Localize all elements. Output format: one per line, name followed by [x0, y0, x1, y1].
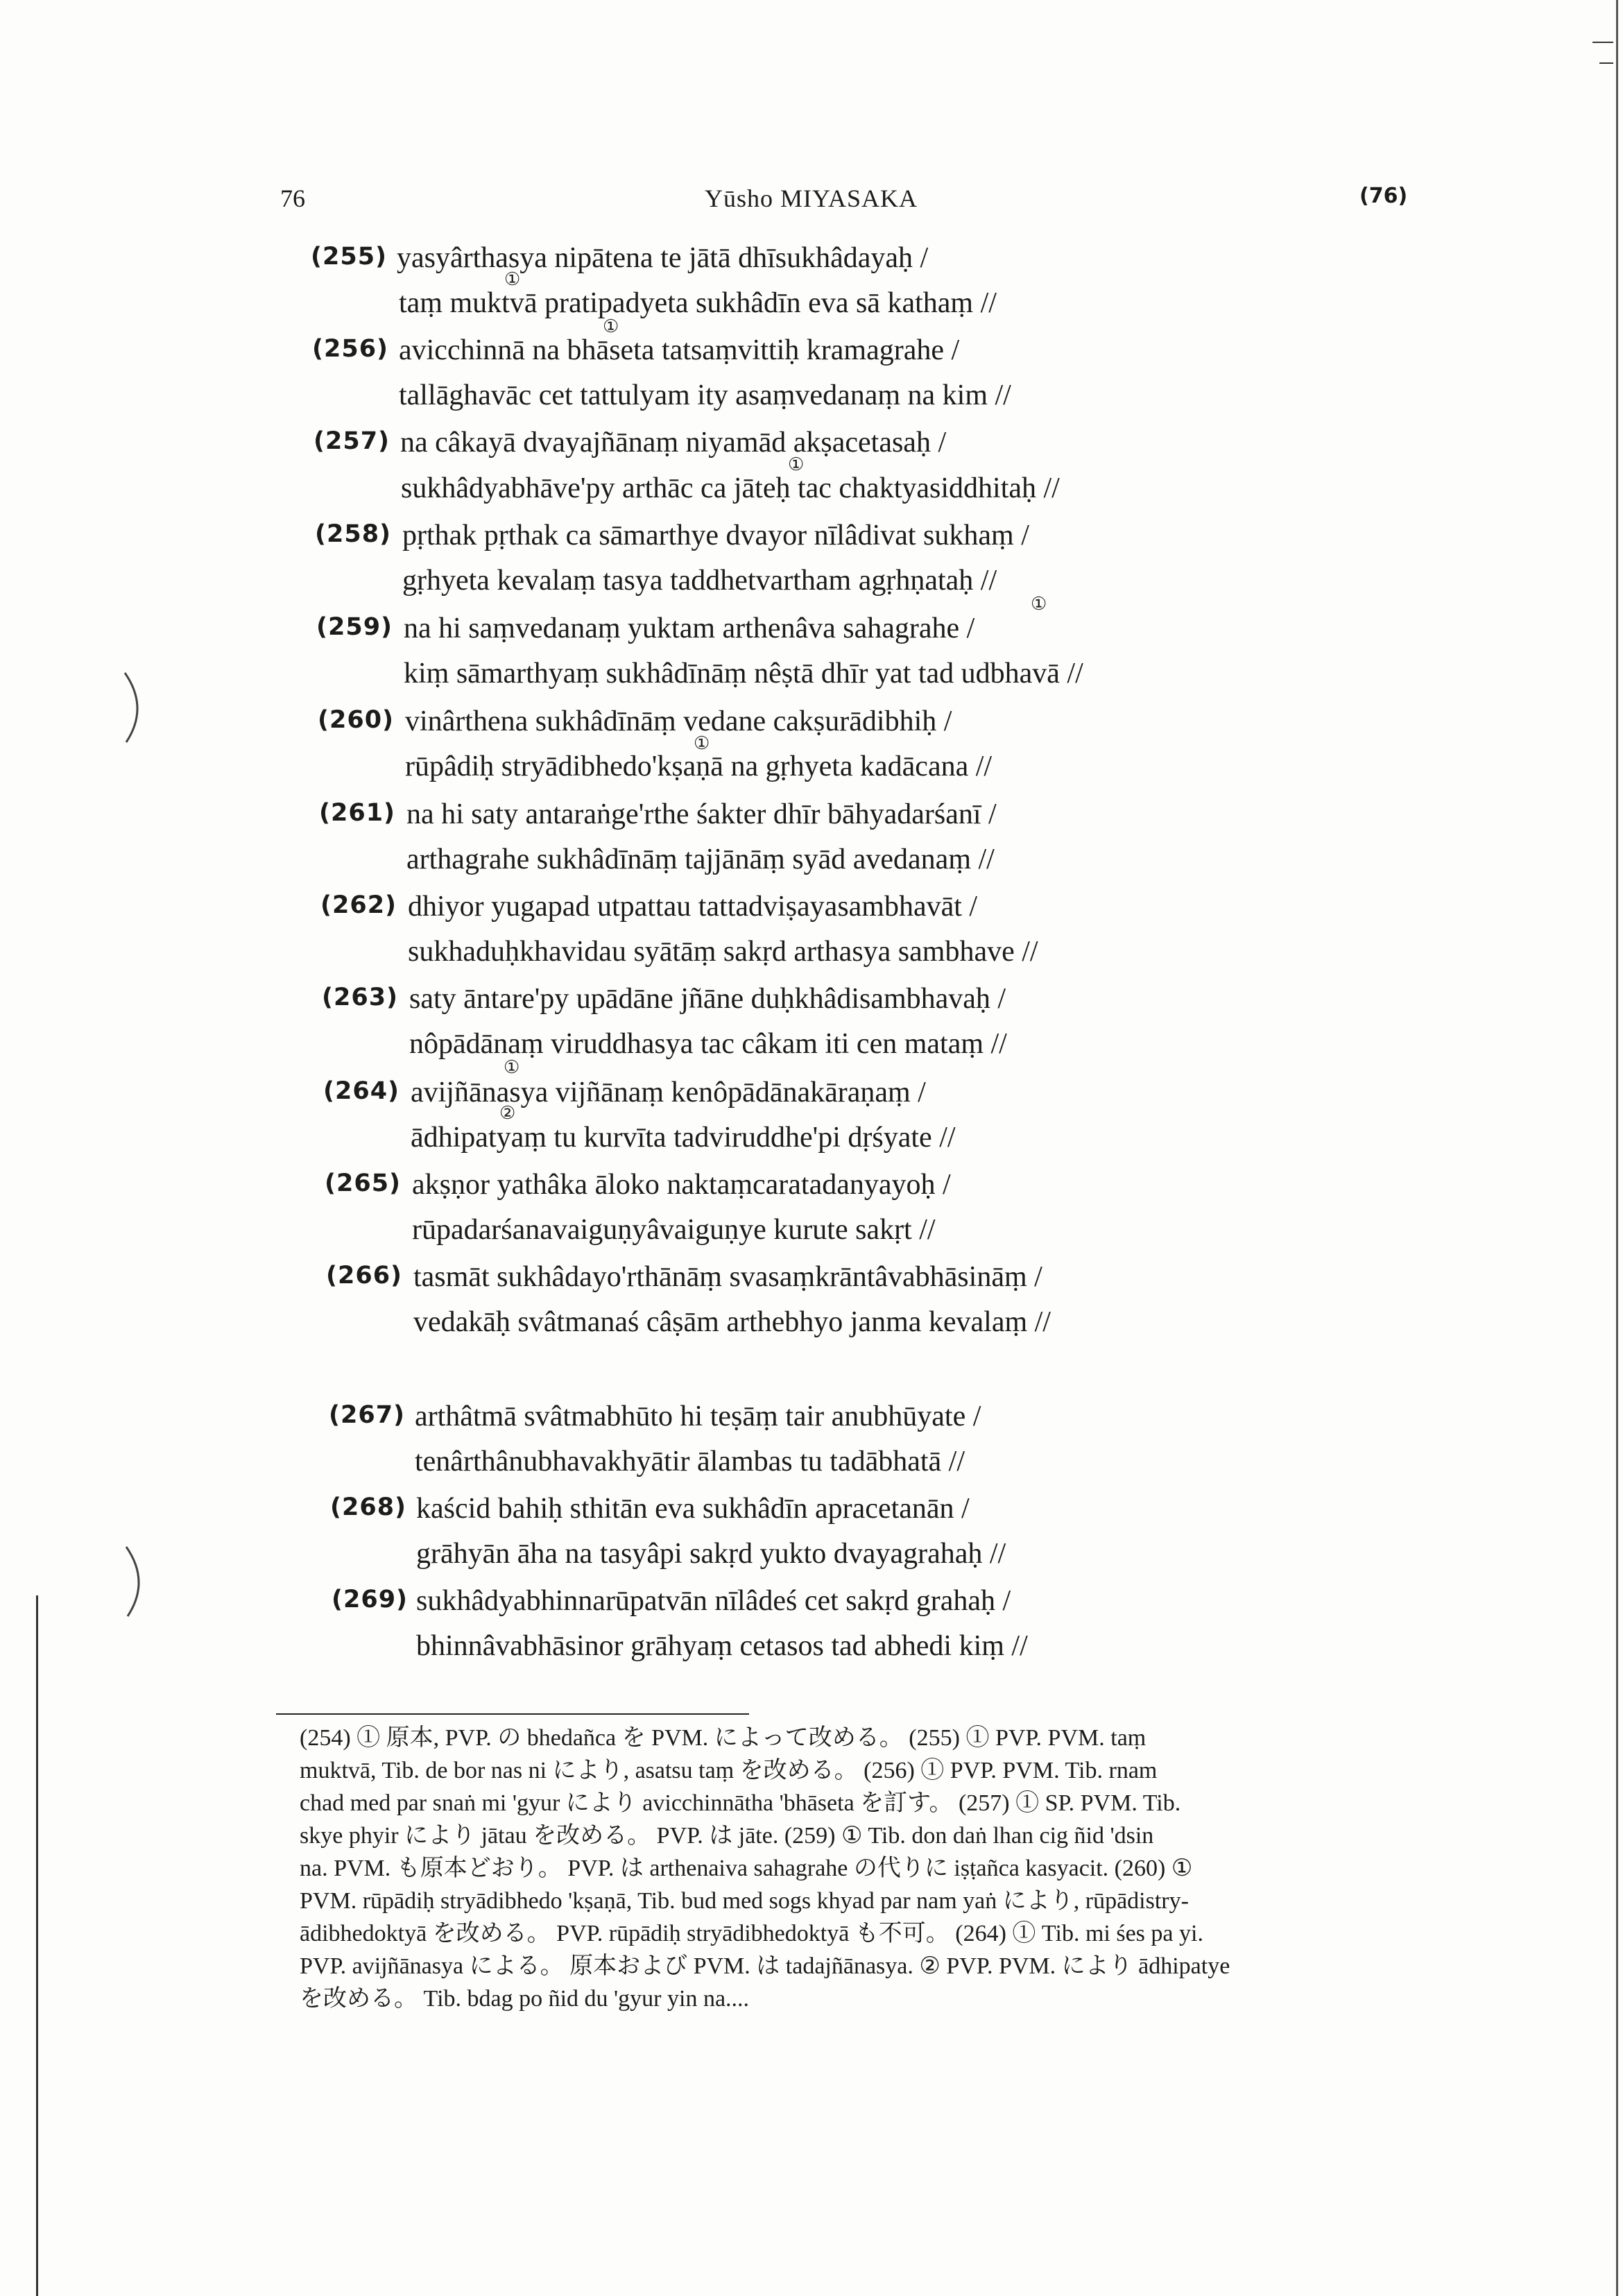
footnote-line: na. PVM. も原本どおり。 PVP. は arthenaiva sahagrahe の代りに iṣṭañca kasyacit. (260) ① — [300, 1856, 1193, 1881]
verse-line: arthâtmā svâtmabhūto hi teṣāṃ tair anubhūyate / — [415, 1400, 981, 1432]
verse-line: yasyârthasya nipātena te jātā dhīsukhâdayaḥ / — [397, 242, 929, 274]
verse-line: nôpādānaṃ viruddhasya tac câkam iti cen mataṃ // — [409, 1028, 1007, 1060]
footnote-line: muktvā, Tib. de bor nas ni により, asatsu taṃ を改める。 (256) ① PVP. PVM. Tib. rnam — [300, 1758, 1158, 1783]
page-number-parenthesized: (76) — [1359, 184, 1408, 208]
verse-line: tenârthânubhavakhyātir ālambas tu tadābhatā // — [415, 1446, 965, 1477]
verse-line: rūpâdiḥ stryādibhedo'kṣaṇā na gṛhyeta kadācana // — [405, 751, 993, 782]
note-marker: ② — [499, 1103, 516, 1123]
verse-line: vedakāḥ svâtmanaś câṣām arthebhyo janma kevalaṃ // — [413, 1306, 1051, 1338]
verse-line: arthagrahe sukhâdīnāṃ tajjānāṃ syād avedanaṃ // — [406, 843, 995, 875]
verse-line: na hi saty antaraṅge'rthe śakter dhīr bāhyadarśanī / — [406, 798, 997, 830]
binding-mark-upper — [118, 669, 160, 746]
verse-line: sukhaduḥkhavidau syātāṃ sakṛd arthasya sambhave // — [408, 936, 1038, 968]
verse-line: vinârthena sukhâdīnāṃ vedane cakṣurādibhiḥ / — [405, 705, 952, 737]
verse-line: na hi saṃvedanaṃ yuktam arthenâva sahagrahe / — [404, 612, 975, 644]
verse-line: taṃ muktvā pratipadyeta sukhâdīn eva sā kathaṃ // — [399, 287, 997, 319]
footnote-line: PVM. rūpādiḥ stryādibhedo 'kṣaṇā, Tib. bud med sogs khyad par nam yaṅ により, rūpādistry- — [300, 1888, 1189, 1914]
verse-line: pṛthak pṛthak ca sāmarthye dvayor nīlâdivat sukhaṃ / — [402, 520, 1029, 551]
verse-line: ādhipatyaṃ tu kurvīta tadviruddhe'pi dṛśyate // — [411, 1122, 956, 1154]
verse-line: tallāghavāc cet tattulyam ity asaṃvedanaṃ na kim // — [399, 379, 1011, 411]
footnote-line: ādibhedoktyā を改める。 PVP. rūpādiḥ stryādibhedoktyā も不可。 (264) ① Tib. mi śes pa yi. — [300, 1921, 1203, 1946]
verse-line: na câkayā dvayajñānaṃ niyamād akṣacetasaḥ / — [400, 427, 947, 459]
verse-number: (255) — [311, 243, 388, 271]
note-marker: ① — [1031, 594, 1047, 614]
verse-number: (261) — [319, 799, 396, 827]
verse-line: tasmāt sukhâdayo'rthānāṃ svasaṃkrāntâvabhāsināṃ / — [413, 1261, 1042, 1293]
verse-number: (267) — [329, 1401, 406, 1429]
footnote-line: skye phyir により jātau を改める。 PVP. は jāte. (259) ① Tib. don daṅ lhan cig ñid 'dsin — [300, 1823, 1154, 1849]
note-marker: ① — [504, 269, 521, 289]
verse-number: (256) — [312, 335, 389, 363]
verse-number: (258) — [315, 520, 392, 548]
footnote-line: を改める。 Tib. bdag po ñid du 'gyur yin na.... — [300, 1986, 750, 2012]
left-page-edge — [36, 1595, 38, 2296]
binding-mark-lower — [119, 1543, 161, 1620]
page-number: 76 — [280, 185, 305, 212]
verse-line: sukhâdyabhinnarūpatvān nīlâdeś cet sakṛd grahaḥ / — [416, 1585, 1011, 1617]
verse-line: avijñānasya vijñānaṃ kenôpādānakāraṇaṃ / — [411, 1077, 926, 1108]
verse-line: dhiyor yugapad utpattau tattadviṣayasambhavāt / — [408, 891, 978, 923]
footnote-line: chad med par snaṅ mi 'gyur により avicchinnātha 'bhāseta を訂す。 (257) ① SP. PVM. Tib. — [300, 1790, 1181, 1816]
verse-line: akṣṇor yathâka āloko naktaṃcaratadanyayoḥ / — [412, 1169, 951, 1201]
verse-line: grāhyān āha na tasyâpi sakṛd yukto dvayagrahaḥ // — [416, 1538, 1006, 1570]
verse-number: (263) — [322, 984, 399, 1011]
note-marker: ① — [504, 1057, 520, 1077]
right-edge-tick — [1592, 42, 1613, 43]
verse-number: (259) — [316, 613, 393, 641]
note-marker: ① — [694, 733, 710, 753]
note-marker: ① — [788, 454, 805, 474]
verse-line: rūpadarśanavaiguṇyâvaiguṇye kurute sakṛt // — [412, 1214, 936, 1246]
footnote-line: (254) ① 原本, PVP. の bhedañca を PVM. によって改める。 (255) ① PVP. PVM. taṃ — [300, 1725, 1147, 1751]
verse-number: (268) — [330, 1493, 407, 1521]
verse-line: sukhâdyabhāve'py arthāc ca jāteḥ tac chaktyasiddhitaḥ // — [401, 472, 1060, 504]
right-page-edge — [1616, 0, 1618, 2296]
verse-number: (266) — [326, 1262, 403, 1290]
running-header-author: Yūsho MIYASAKA — [705, 185, 918, 212]
verse-line: saty āntare'py upādāne jñāne duḥkhâdisambhavaḥ / — [409, 983, 1006, 1015]
verse-line: bhinnâvabhāsinor grāhyaṃ cetasos tad abhedi kiṃ // — [416, 1630, 1028, 1662]
verse-number: (257) — [314, 427, 390, 455]
verse-number: (264) — [323, 1077, 400, 1105]
verse-line: kaścid bahiḥ sthitān eva sukhâdīn apracetanān / — [416, 1493, 970, 1525]
verse-number: (260) — [318, 706, 395, 734]
footnote-line: PVP. avijñānasya による。 原本および PVM. は tadajñānasya. ② PVP. PVM. により ādhipatye — [300, 1953, 1230, 1979]
footnote-separator — [276, 1713, 749, 1715]
verse-number: (269) — [332, 1586, 409, 1613]
note-marker: ① — [603, 316, 619, 336]
verse-line: kiṃ sāmarthyaṃ sukhâdīnāṃ nêṣtā dhīr yat tad udbhavā // — [404, 658, 1083, 689]
verse-line: avicchinnā na bhāseta tatsaṃvittiḥ kramagrahe / — [399, 334, 960, 366]
right-edge-tick — [1599, 62, 1613, 64]
verse-line: gṛhyeta kevalaṃ tasya taddhetvartham agṛhṇataḥ // — [402, 565, 997, 597]
verse-number: (262) — [320, 891, 397, 919]
verse-number: (265) — [325, 1170, 402, 1197]
